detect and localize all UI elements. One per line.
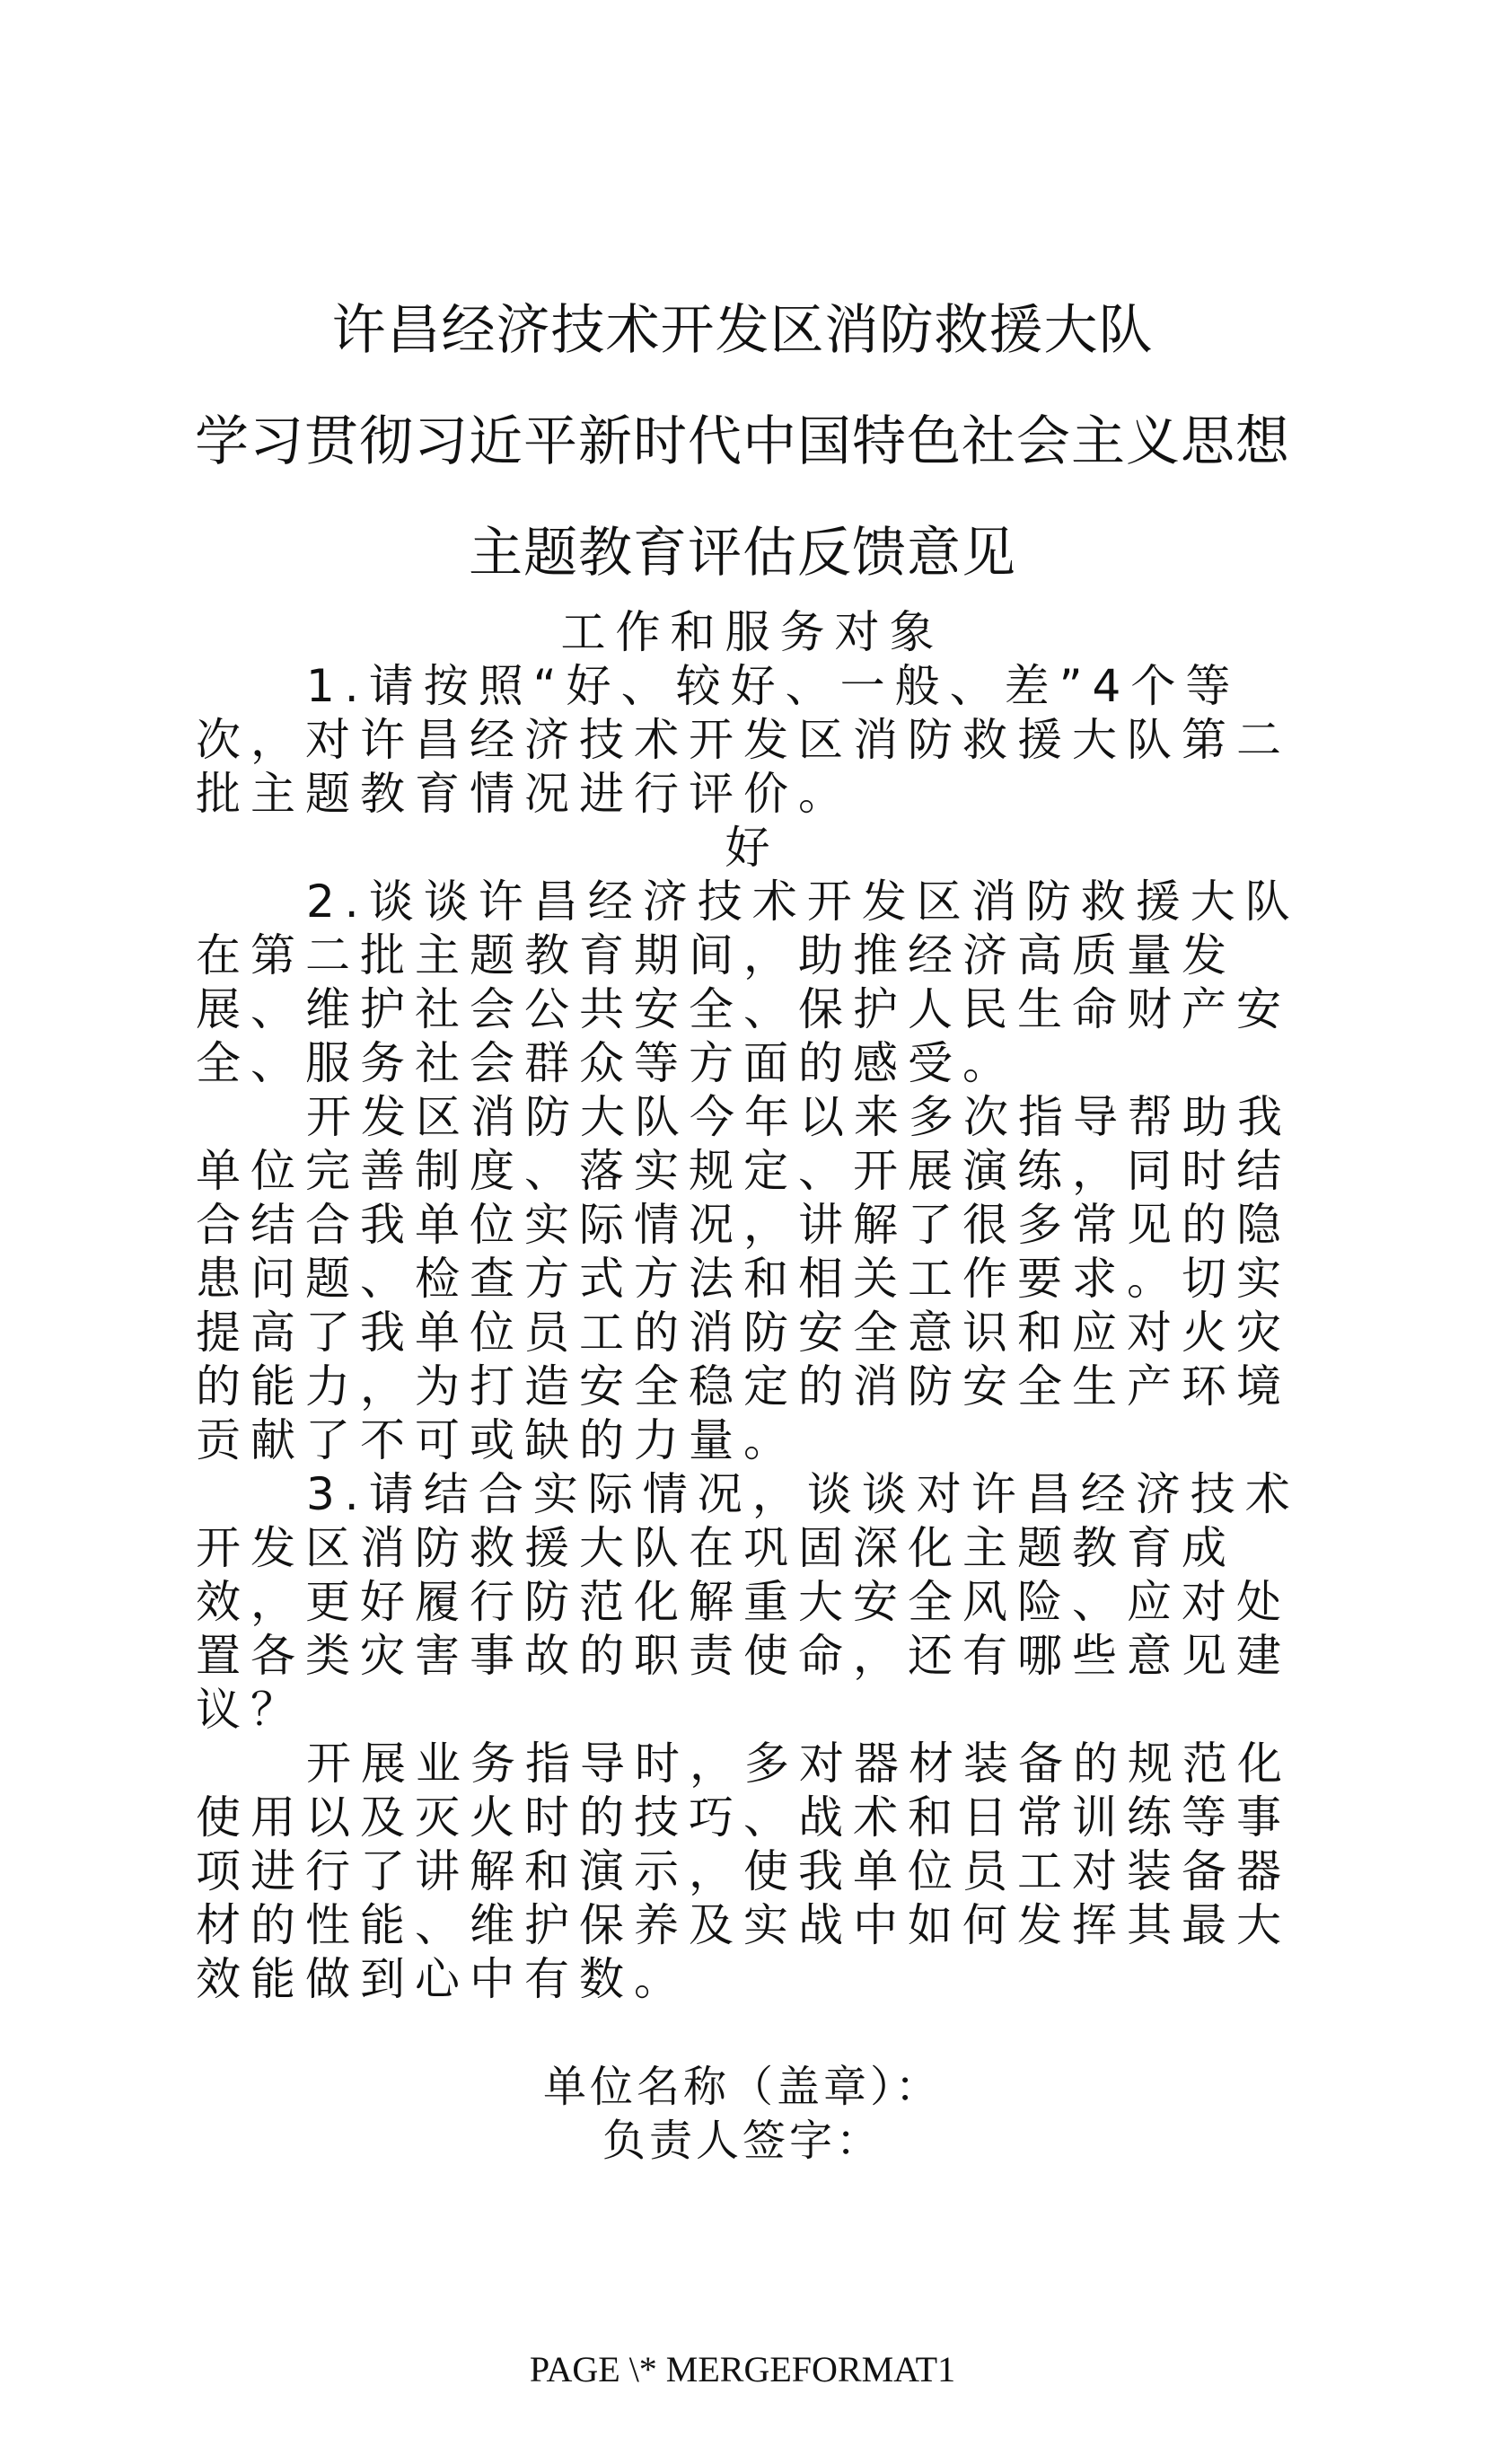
page-footer: PAGE \* MERGEFORMAT1 <box>529 2349 956 2389</box>
answer-2: 开发区消防大队今年以来多次指导帮助我单位完善制度、落实规定、开展演练，同时结合结合我单位实际情况，讲解了很多常见的隐患问题、检查方式方法和相关工作要求。切实提高了我单位员工的消防安全意识和应对火灾的能力，为打造安全稳定的消防安全生产环境贡献了不可或缺的力量。 <box>196 1091 1292 1466</box>
document-title <box>0 295 1485 589</box>
document-content <box>0 605 1485 2464</box>
document-title-line-2: 学习贯彻习近平新时代中国特色社会主义思想 <box>195 410 1290 473</box>
question-2: 2.谈谈许昌经济技术开发区消防救援大队在第二批主题教育期间，助推经济高质量发展、维护社会公共安全、保护人民生命财产安全、服务社会群众等方面的感受。 <box>196 876 1300 1089</box>
document-body <box>196 605 1309 2006</box>
answer-1: 好 <box>725 822 780 874</box>
respondent-type: 工作和服务对象 <box>560 606 945 658</box>
answer-3: 开展业务指导时，多对器材装备的规范化使用以及灭火时的技巧、战术和日常训练等事项进行了讲解和演示，使我单位员工对装备器材的性能、维护保养及实战中如何发挥其最大效能做到心中有数。 <box>196 1738 1292 2005</box>
responsible-person-signature-label: 负责人签字： <box>602 2116 883 2166</box>
unit-name-seal-label: 单位名称（盖章）： <box>542 2062 942 2112</box>
question-3: 3.请结合实际情况，谈谈对许昌经济技术开发区消防救援大队在巩固深化主题教育成效，更好履行防范化解重大安全风险、应对处置各类灾害事故的职责使命，还有哪些意见建议？ <box>196 1468 1300 1736</box>
document-title-line-1: 许昌经济技术开发区消防救援大队 <box>331 299 1154 362</box>
question-1: 1.请按照“好、较好、一般、差”4个等次，对许昌经济技术开发区消防救援大队第二批主题教育情况进行评价。 <box>196 660 1291 820</box>
document-title-line-3: 主题教育评估反馈意见 <box>469 522 1016 585</box>
